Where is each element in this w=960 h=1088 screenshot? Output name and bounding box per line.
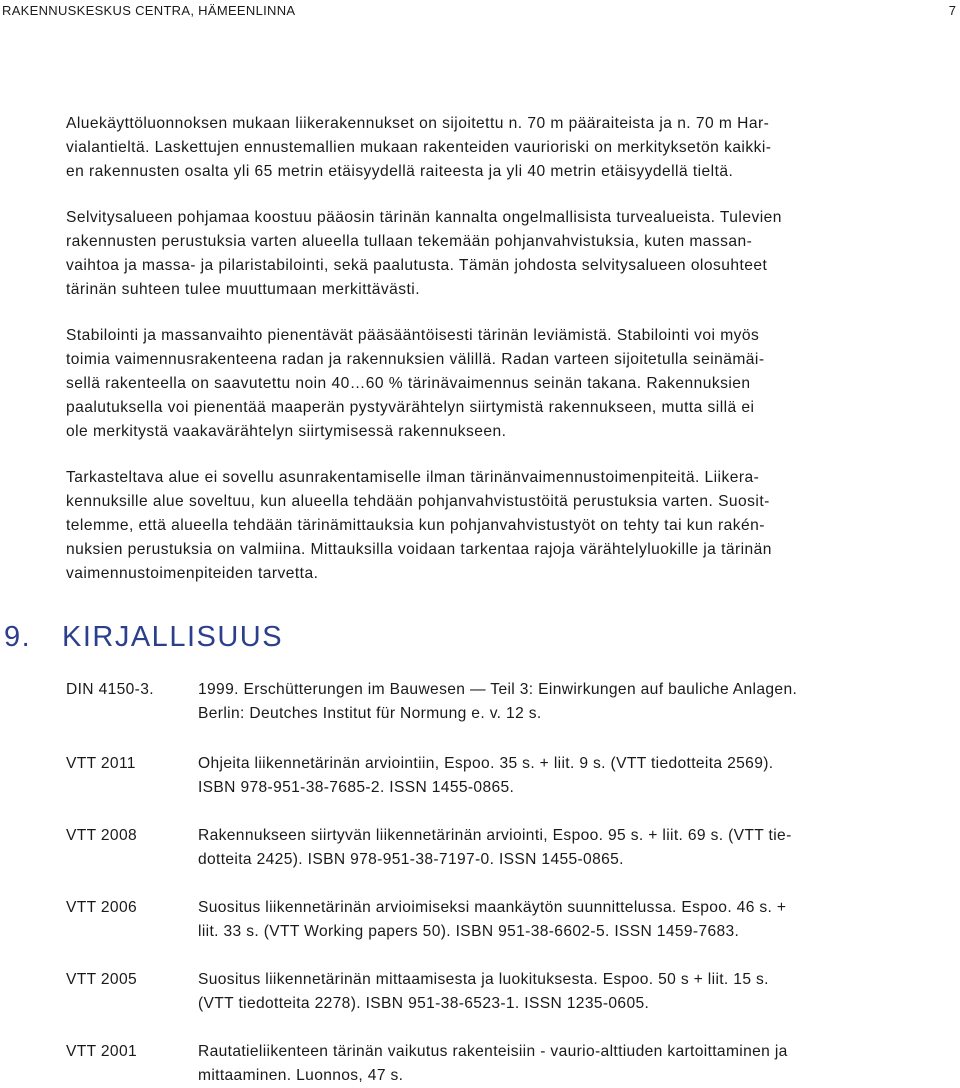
text-line: en rakennusten osalta yli 65 metrin etäisyydellä raiteesta ja yli 40 metrin etäisyydellä tieltä. (66, 163, 734, 180)
paragraph (66, 206, 956, 302)
reference-key: VTT 2006 (66, 899, 137, 916)
text-line: paalutuksella voi pienentää maaperän pystyvärähtelyn siirtymistä rakennukseen, mutta sillä ei (66, 399, 755, 416)
reference-item (66, 968, 956, 1016)
reference-line: mittaaminen. Luonnos, 47 s. (198, 1067, 404, 1084)
text-line: tärinän suhteen tulee muuttumaan merkittävästi. (66, 281, 420, 298)
reference-line: Ohjeita liikennetärinän arviointiin, Espoo. 35 s. + liit. 9 s. (VTT tiedotteita 2569). (198, 755, 774, 772)
paragraph (66, 466, 956, 586)
reference-item (66, 678, 956, 726)
reference-key: VTT 2001 (66, 1043, 137, 1060)
reference-line: Berlin: Deutches Institut für Normung e. v. 12 s. (198, 705, 542, 722)
section-heading (4, 617, 283, 657)
reference-line: (VTT tiedotteita 2278). ISBN 951-38-6523-1. ISSN 1235-0605. (198, 995, 650, 1012)
text-line: telemme, että alueella tehdään tärinämittauksia kun pohjanvahvistustyöt on tehty tai kun rakén- (66, 517, 765, 534)
reference-text (198, 1040, 956, 1088)
text-line: Selvitysalueen pohjamaa koostuu pääosin tärinän kannalta ongelmallisista turvealueista. Tulevien (66, 209, 782, 226)
reference-line: Rakennukseen siirtyvän liikennetärinän arviointi, Espoo. 95 s. + liit. 69 s. (VTT tie- (198, 827, 792, 844)
text-line: nuksien perustuksia on valmiina. Mittauksilla voidaan tarkentaa rajoja värähtelyluokille ja tärinän (66, 541, 772, 558)
reference-item (66, 824, 956, 872)
text-line: Stabilointi ja massanvaihto pienentävät pääsääntöisesti tärinän leviämistä. Stabilointi voi myös (66, 327, 760, 344)
reference-line: Suositus liikennetärinän arvioimiseksi maankäytön suunnittelussa. Espoo. 46 s. + (198, 899, 787, 916)
reference-key: VTT 2005 (66, 971, 137, 988)
text-line: vaihtoa ja massa- ja pilaristabilointi, sekä paalutusta. Tämän johdosta selvitysalueen olosuhteet (66, 257, 768, 274)
text-line: Tarkasteltava alue ei sovellu asunrakentamiselle ilman tärinänvaimennustoimenpiteitä. Liikera- (66, 469, 760, 486)
text-line: Aluekäyttöluonnoksen mukaan liikerakennukset on sijoitettu n. 70 m pääraiteista ja n. 70 m Har- (66, 115, 770, 132)
reference-text (198, 824, 956, 872)
text-line: ole merkitystä vaakavärähtelyn siirtymisessä rakennukseen. (66, 423, 507, 440)
reference-key: DIN 4150-3. (66, 681, 154, 698)
reference-key: VTT 2011 (66, 755, 136, 772)
reference-line: Suositus liikennetärinän mittaamisesta ja luokituksesta. Espoo. 50 s + liit. 15 s. (198, 971, 769, 988)
reference-text (198, 896, 956, 944)
reference-item (66, 1040, 956, 1088)
reference-line: Rautatieliikenteen tärinän vaikutus rakenteisiin - vaurio-alttiuden kartoittaminen ja (198, 1043, 788, 1060)
reference-line: ISBN 978-951-38-7685-2. ISSN 1455-0865. (198, 779, 515, 796)
reference-item (66, 896, 956, 944)
section-number: 9. (4, 621, 32, 653)
reference-text (198, 968, 956, 1016)
reference-line: 1999. Erschütterungen im Bauwesen — Teil 3: Einwirkungen auf bauliche Anlagen. (198, 681, 798, 698)
reference-line: dotteita 2425). ISBN 978-951-38-7197-0. ISSN 1455-0865. (198, 851, 624, 868)
reference-text (198, 678, 956, 726)
page-header (0, 0, 960, 30)
reference-text (198, 752, 956, 800)
paragraph (66, 112, 956, 184)
reference-line: liit. 33 s. (VTT Working papers 50). ISBN 951-38-6602-5. ISSN 1459-7683. (198, 923, 740, 940)
text-line: vaimennustoimenpiteiden tarvetta. (66, 565, 319, 582)
header-title: RAKENNUSKESKUS CENTRA, HÄMEENLINNA (2, 3, 296, 18)
section-title: KIRJALLISUUS (62, 621, 284, 653)
text-line: kennuksille alue soveltuu, kun alueella tehdään pohjanvahvistustöitä perustuksia varten. Suosit- (66, 493, 770, 510)
text-line: vialantieltä. Laskettujen ennustemallien mukaan rakenteiden vaurioriski on merkityksetön kaikki- (66, 139, 772, 156)
reference-item (66, 752, 956, 800)
text-line: toimia vaimennusrakenteena radan ja rakennuksien välillä. Radan varteen sijoitetulla seinämäi- (66, 351, 765, 368)
text-line: sellä rakenteella on saavutettu noin 40…60 % tärinävaimennus seinän takana. Rakennuksien (66, 375, 751, 392)
reference-key: VTT 2008 (66, 827, 137, 844)
body-text (66, 112, 956, 608)
page-number: 7 (948, 3, 956, 18)
reference-list (66, 678, 956, 1088)
paragraph (66, 324, 956, 444)
text-line: rakennusten perustuksia varten alueella tullaan tekemään pohjanvahvistuksia, kuten massan- (66, 233, 753, 250)
